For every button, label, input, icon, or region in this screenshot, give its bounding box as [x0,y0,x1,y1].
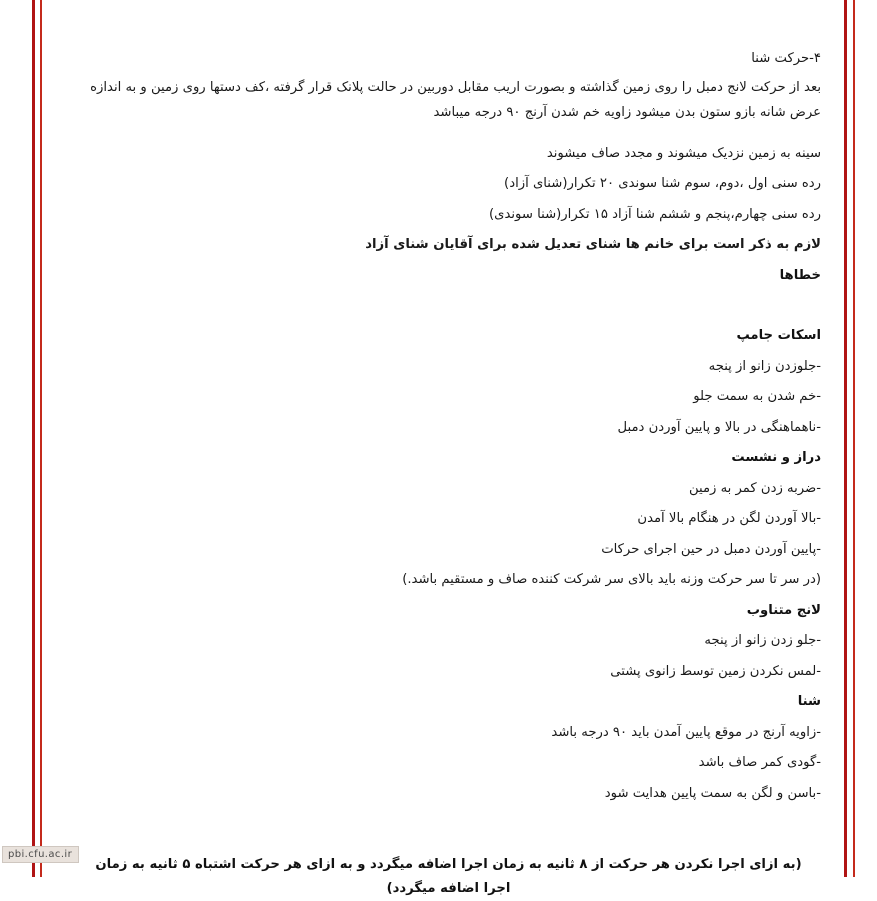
error-item: -لمس نکردن زمین توسط زانوی پشتی [610,663,821,679]
section-heading-situp: دراز و نشست [731,450,821,465]
section-heading-squat-jump: اسکات جامپ [736,328,821,343]
spacer [76,809,821,853]
error-item: -جلوزدن زانو از پنجه [708,358,821,374]
left-red-stripe-inner [40,0,42,877]
section-heading-pushup: شنا [797,694,821,709]
section-title: ۴-حرکت شنا [751,51,821,66]
body-line-3: رده سنی چهارم،پنجم و ششم شنا آزاد ۱۵ تکرار(شنا سوندی) [488,206,821,222]
footnote: (به ازای اجرا نکردن هر حرکت از ۸ ثانیه به زمان اجرا اضافه میگردد و به ازای هر حرکت اشتباه ۵ ثانیه به زمان اجرا اضافه میگردد) [95,857,802,896]
left-red-stripe-outer [32,0,35,877]
error-item: -باسن و لگن به سمت پایین هدایت شود [604,785,821,801]
watermark: pbi.cfu.ac.ir [2,846,79,863]
spacer [76,125,821,139]
intro-paragraph: بعد از حرکت لانج دمبل را روی زمین گذاشته و بصورت اریب مقابل دوربین در حالت پلانک قرار گرفته ،کف دستها روی زمین و به اندازه عرض شانه بازو ستون بدن میشود زاویه خم شدن آرنج ۹۰ درجه میباشد [90,79,821,120]
error-item: -بالا آوردن لگن در هنگام بالا آمدن [637,511,821,526]
error-item: -ناهماهنگی در بالا و پایین آوردن دمبل [617,419,821,435]
right-red-stripe-outer [844,0,847,877]
body-line-1: سینه به زمین نزدیک میشوند و مجدد صاف میشوند [546,145,821,161]
right-red-stripe-inner [853,0,855,877]
error-item: -گودی کمر صاف باشد [698,755,821,770]
error-item: -ضربه زدن کمر به زمین [688,480,821,496]
error-item: -خم شدن به سمت جلو [693,389,821,404]
body-line-2: رده سنی اول ،دوم، سوم شنا سوندی ۲۰ تکرار(شنای آزاد) [504,176,821,191]
document-body [46,0,839,896]
note-bold: لازم به ذکر است برای خانم ها شنای تعدیل شده برای آقایان شنای آزاد [365,237,821,252]
error-item: -جلو زدن زانو از پنجه [704,633,821,648]
error-item: -پایین آوردن دمبل در حین اجرای حرکات [601,541,821,557]
left-scan-edge [0,0,46,877]
right-scan-edge [839,0,877,877]
spacer [76,291,821,321]
error-item: -زاویه آرنج در موقع پایین آمدن باید ۹۰ درجه باشد [551,724,821,740]
section-heading-alternating-lunge: لانج متناوب [746,602,821,618]
error-item-note: (در سر تا سر حرکت وزنه باید بالای سر شرکت کننده صاف و مستقیم باشد.) [402,572,821,587]
errors-heading: خطاها [779,267,821,283]
